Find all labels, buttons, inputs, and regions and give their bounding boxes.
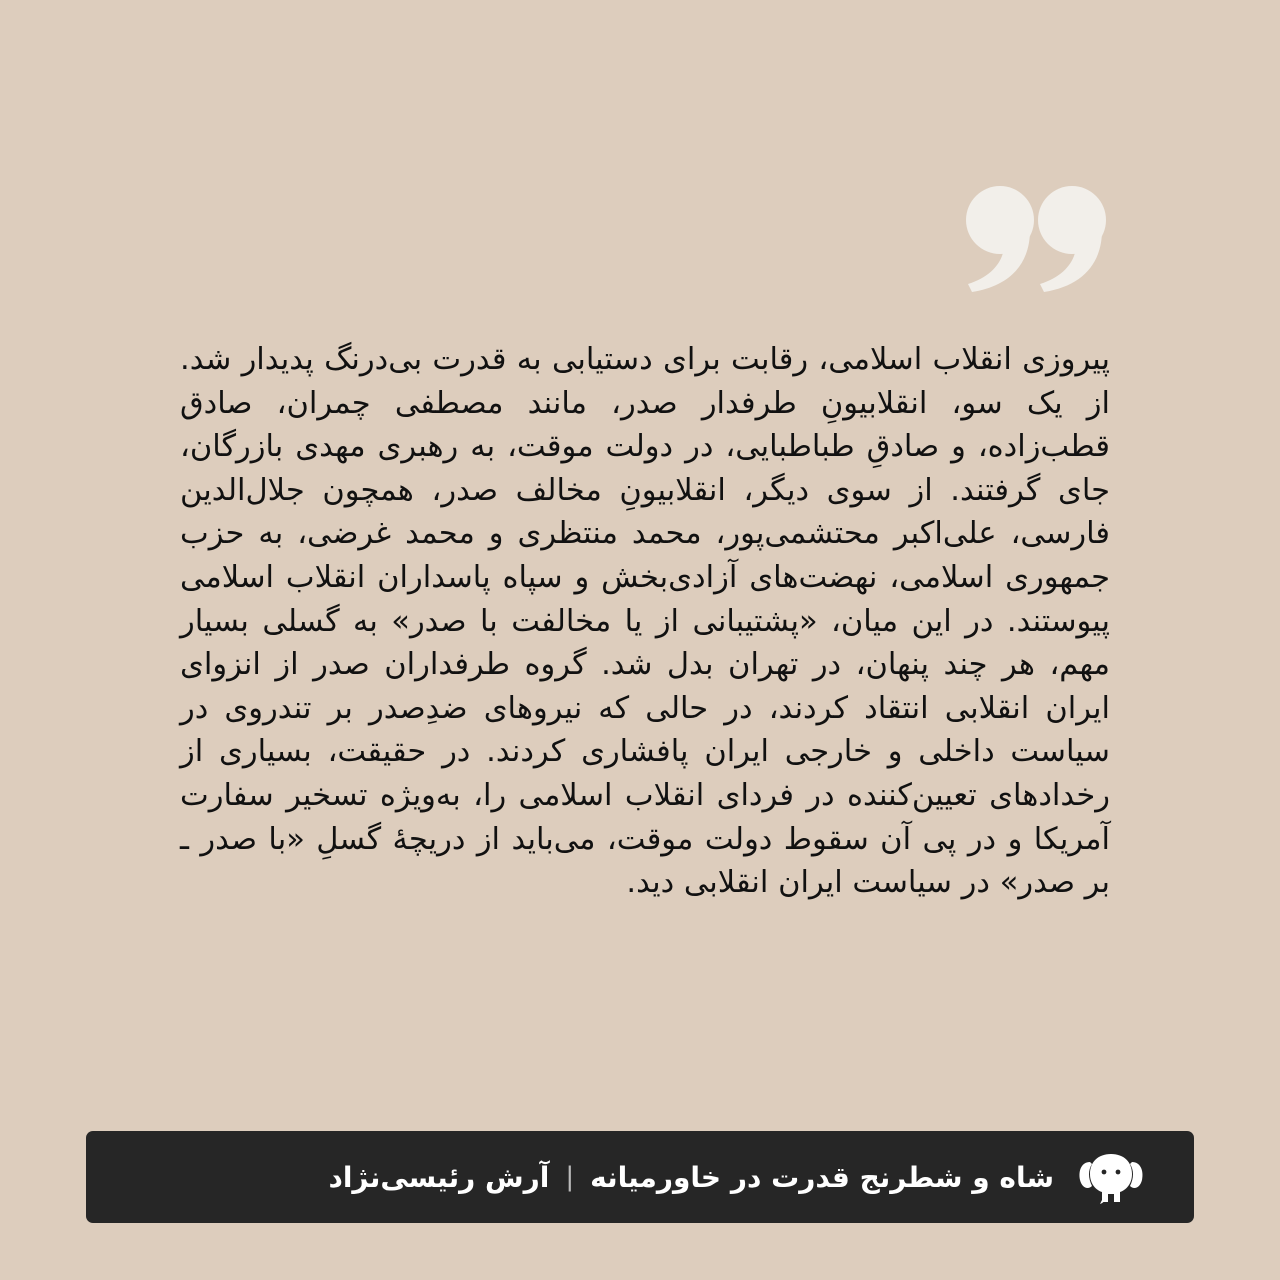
footer-bar (86, 1131, 1194, 1223)
footer-caption (184, 1131, 1054, 1223)
quote-text: پیروزی انقلاب اسلامی، رقابت برای دستیابی به قدرت بی‌درنگ پدیدار شد. از یک سو، انقلابیونِ طرفدار صدر، مانند مصطفی چمران، صادق قطب‌زاده، و صادقِ طباطبایی، در دولت موقت، به رهبری مهدی بازرگان، جای گرفتند. از سوی دیگر، انقلابیونِ مخالف صدر، همچون جلال‌الدین فارسی، علی‌اکبر محتشمی‌پور، محمد منتظری و محمد غرضی، به حزب جمهوری اسلامی، نهضت‌های آزادی‌بخش و سپاه پاسداران انقلاب اسلامی پیوستند. در این میان، «پشتیبانی از یا مخالفت با صدر» به گسلی بسیار مهم، هر چند پنهان، در تهران بدل شد. گروه طرفداران صدر از انزوای ایران انقلابی انتقاد کردند، در حالی که نیروهای ضدِصدر بر تندروی در سیاست داخلی و خارجی ایران پافشاری کردند. در حقیقت، بسیاری از رخدادهای تعیین‌کننده در فردای انقلاب اسلامی را، به‌ویژه تسخیر سفارت آمریکا و در پی آن سقوط دولت موقت، می‌باید از دریچهٔ گسلِ «با صدر ـ بر صدر» در سیاست ایران انقلابی دید. (180, 342, 1110, 901)
closing-quote-icon (960, 186, 1120, 296)
elephant-icon (1078, 1148, 1144, 1206)
book-title: شاه و شطرنج قدرت در خاورمیانه (590, 1160, 1054, 1194)
author-name: آرش رئیسی‌نژاد (328, 1160, 550, 1194)
footer-separator: | (565, 1162, 575, 1192)
